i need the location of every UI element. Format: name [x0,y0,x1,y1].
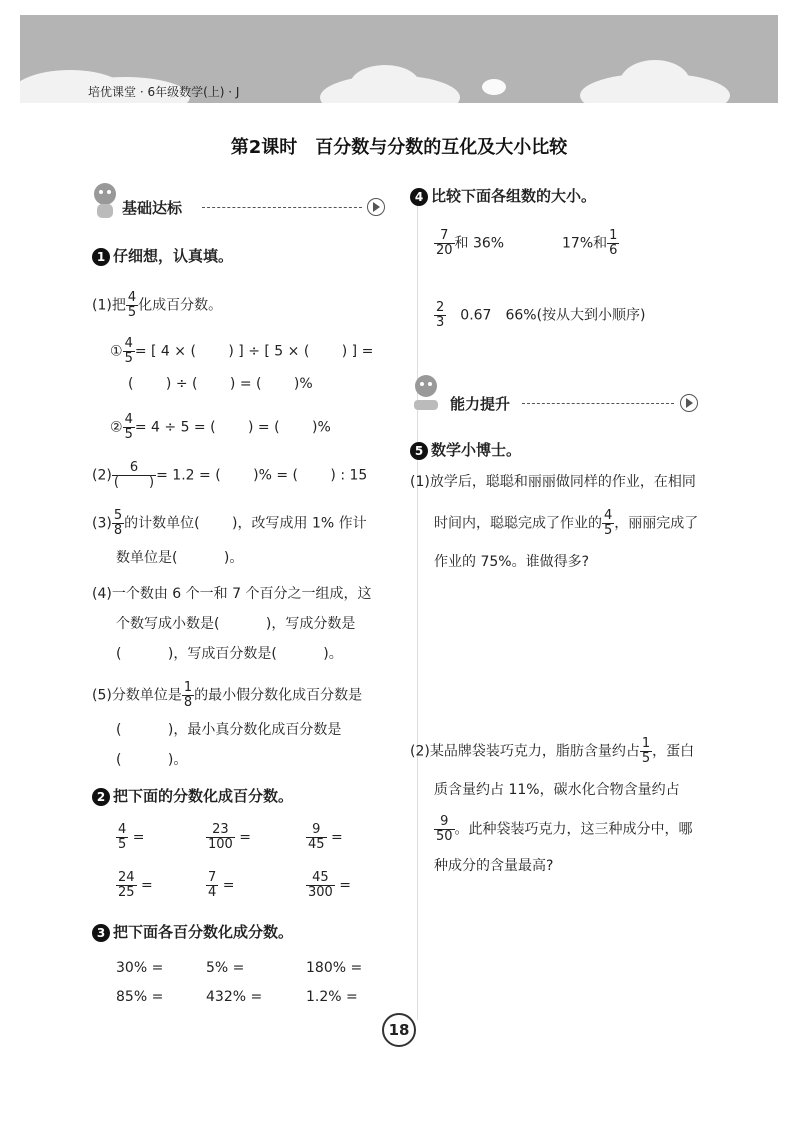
s2-item: $\frac{4}{5}$ = [118,822,145,852]
q1-1: (1)把 $\frac{4}{5}$ 化成百分数。 [92,290,223,320]
q1-1-line1: ① $\frac{4}{5}$ = [ 4 × ( ) ] ÷ [ 5 × ( ) ] = [110,336,374,366]
section-3-heading: 3 把下面各百分数化成分数。 [92,921,293,942]
series-label: 培优课堂 · 6年级数学(上) · J [88,85,240,99]
bird-icon [482,79,506,95]
lesson-title: 第2课时 百分数与分数的互化及大小比较 [230,137,568,158]
s2-item: $\frac{45}{300}$ = [308,870,352,900]
s4-item-a: $\frac{7}{20}$ 和 36% [436,228,505,258]
s2-item: $\frac{24}{25}$ = [118,870,153,900]
q5-1-cont2: 作业的 75%。谁做得多? [434,554,589,570]
q1-5-cont2: ( )。 [116,752,188,768]
page-number: 18 [382,1013,416,1047]
s2-item: $\frac{23}{100}$ = [208,822,252,852]
q1-4-cont1: 个数写成小数是( )，写成分数是 [116,616,356,632]
q1-2: (2) $\frac{6}{( )}$ = 1.2 = ( )% = ( ) : 15 [92,460,368,490]
q5-2-cont3: 种成分的含量最高? [434,858,554,874]
q5-2-cont2: $\frac{9}{50}$ 。此种袋装巧克力，这三种成分中，哪 [436,814,693,844]
s4-item-b: 17%和 $\frac{1}{6}$ [562,228,618,258]
column-divider [417,190,418,1020]
section-1-heading: 1 仔细想，认真填。 [92,245,233,266]
q1-1-line3: ② $\frac{4}{5}$ = 4 ÷ 5 = ( ) = ( )% [110,412,331,442]
play-icon [367,198,385,216]
q1-1-line2: ( ) ÷ ( ) = ( )% [128,376,313,392]
section-2-heading: 2 把下面的分数化成百分数。 [92,785,293,806]
q5-1-cont1: 时间内，聪聪完成了作业的 $\frac{4}{5}$ ，丽丽完成了 [434,508,699,538]
s4-item-c: $\frac{2}{3}$ 0.67 66%(按从大到小顺序) [436,300,646,330]
header-banner [20,15,778,103]
q1-4: (4)一个数由 6 个一和 7 个百分之一组成，这 [92,586,372,602]
play-icon [680,394,698,412]
worksheet-page [20,15,778,1080]
q1-5: (5)分数单位是 $\frac{1}{8}$ 的最小假分数化成百分数是 [92,680,363,710]
s3-item: 1.2% = [306,989,358,1005]
q1-3: (3) $\frac{5}{8}$ 的计数单位( )，改写成用 1% 作计 [92,508,367,538]
s2-item: $\frac{9}{45}$ = [308,822,343,852]
q5-1: (1)放学后，聪聪和丽丽做同样的作业，在相同 [410,474,696,490]
section-5-heading: 5 数学小博士。 [410,439,521,460]
cat-mascot-icon [410,373,442,415]
band-divider [202,207,362,208]
s3-item: 180% = [306,960,363,976]
s3-item: 30% = [116,960,164,976]
q5-2: (2)某品牌袋装巧克力，脂肪含量约占 $\frac{1}{5}$ ，蛋白 [410,736,695,766]
s3-item: 5% = [206,960,245,976]
band-divider [522,403,674,404]
s3-item: 432% = [206,989,263,1005]
q5-2-cont1: 质含量约占 11%，碳水化合物含量约占 [434,782,680,798]
cat-mascot-icon [90,180,120,220]
q1-5-cont1: ( )，最小真分数化成百分数是 [116,722,342,738]
s2-item: $\frac{7}{4}$ = [208,870,235,900]
q1-3-cont: 数单位是( )。 [116,550,244,566]
q1-4-cont2: ( )，写成百分数是( )。 [116,646,343,662]
band-title-basic: 基础达标 [122,199,183,217]
section-4-heading: 4 比较下面各组数的大小。 [410,185,596,206]
section-number: 1 [92,248,110,266]
s3-item: 85% = [116,989,164,1005]
band-title-advanced: 能力提升 [450,395,511,413]
